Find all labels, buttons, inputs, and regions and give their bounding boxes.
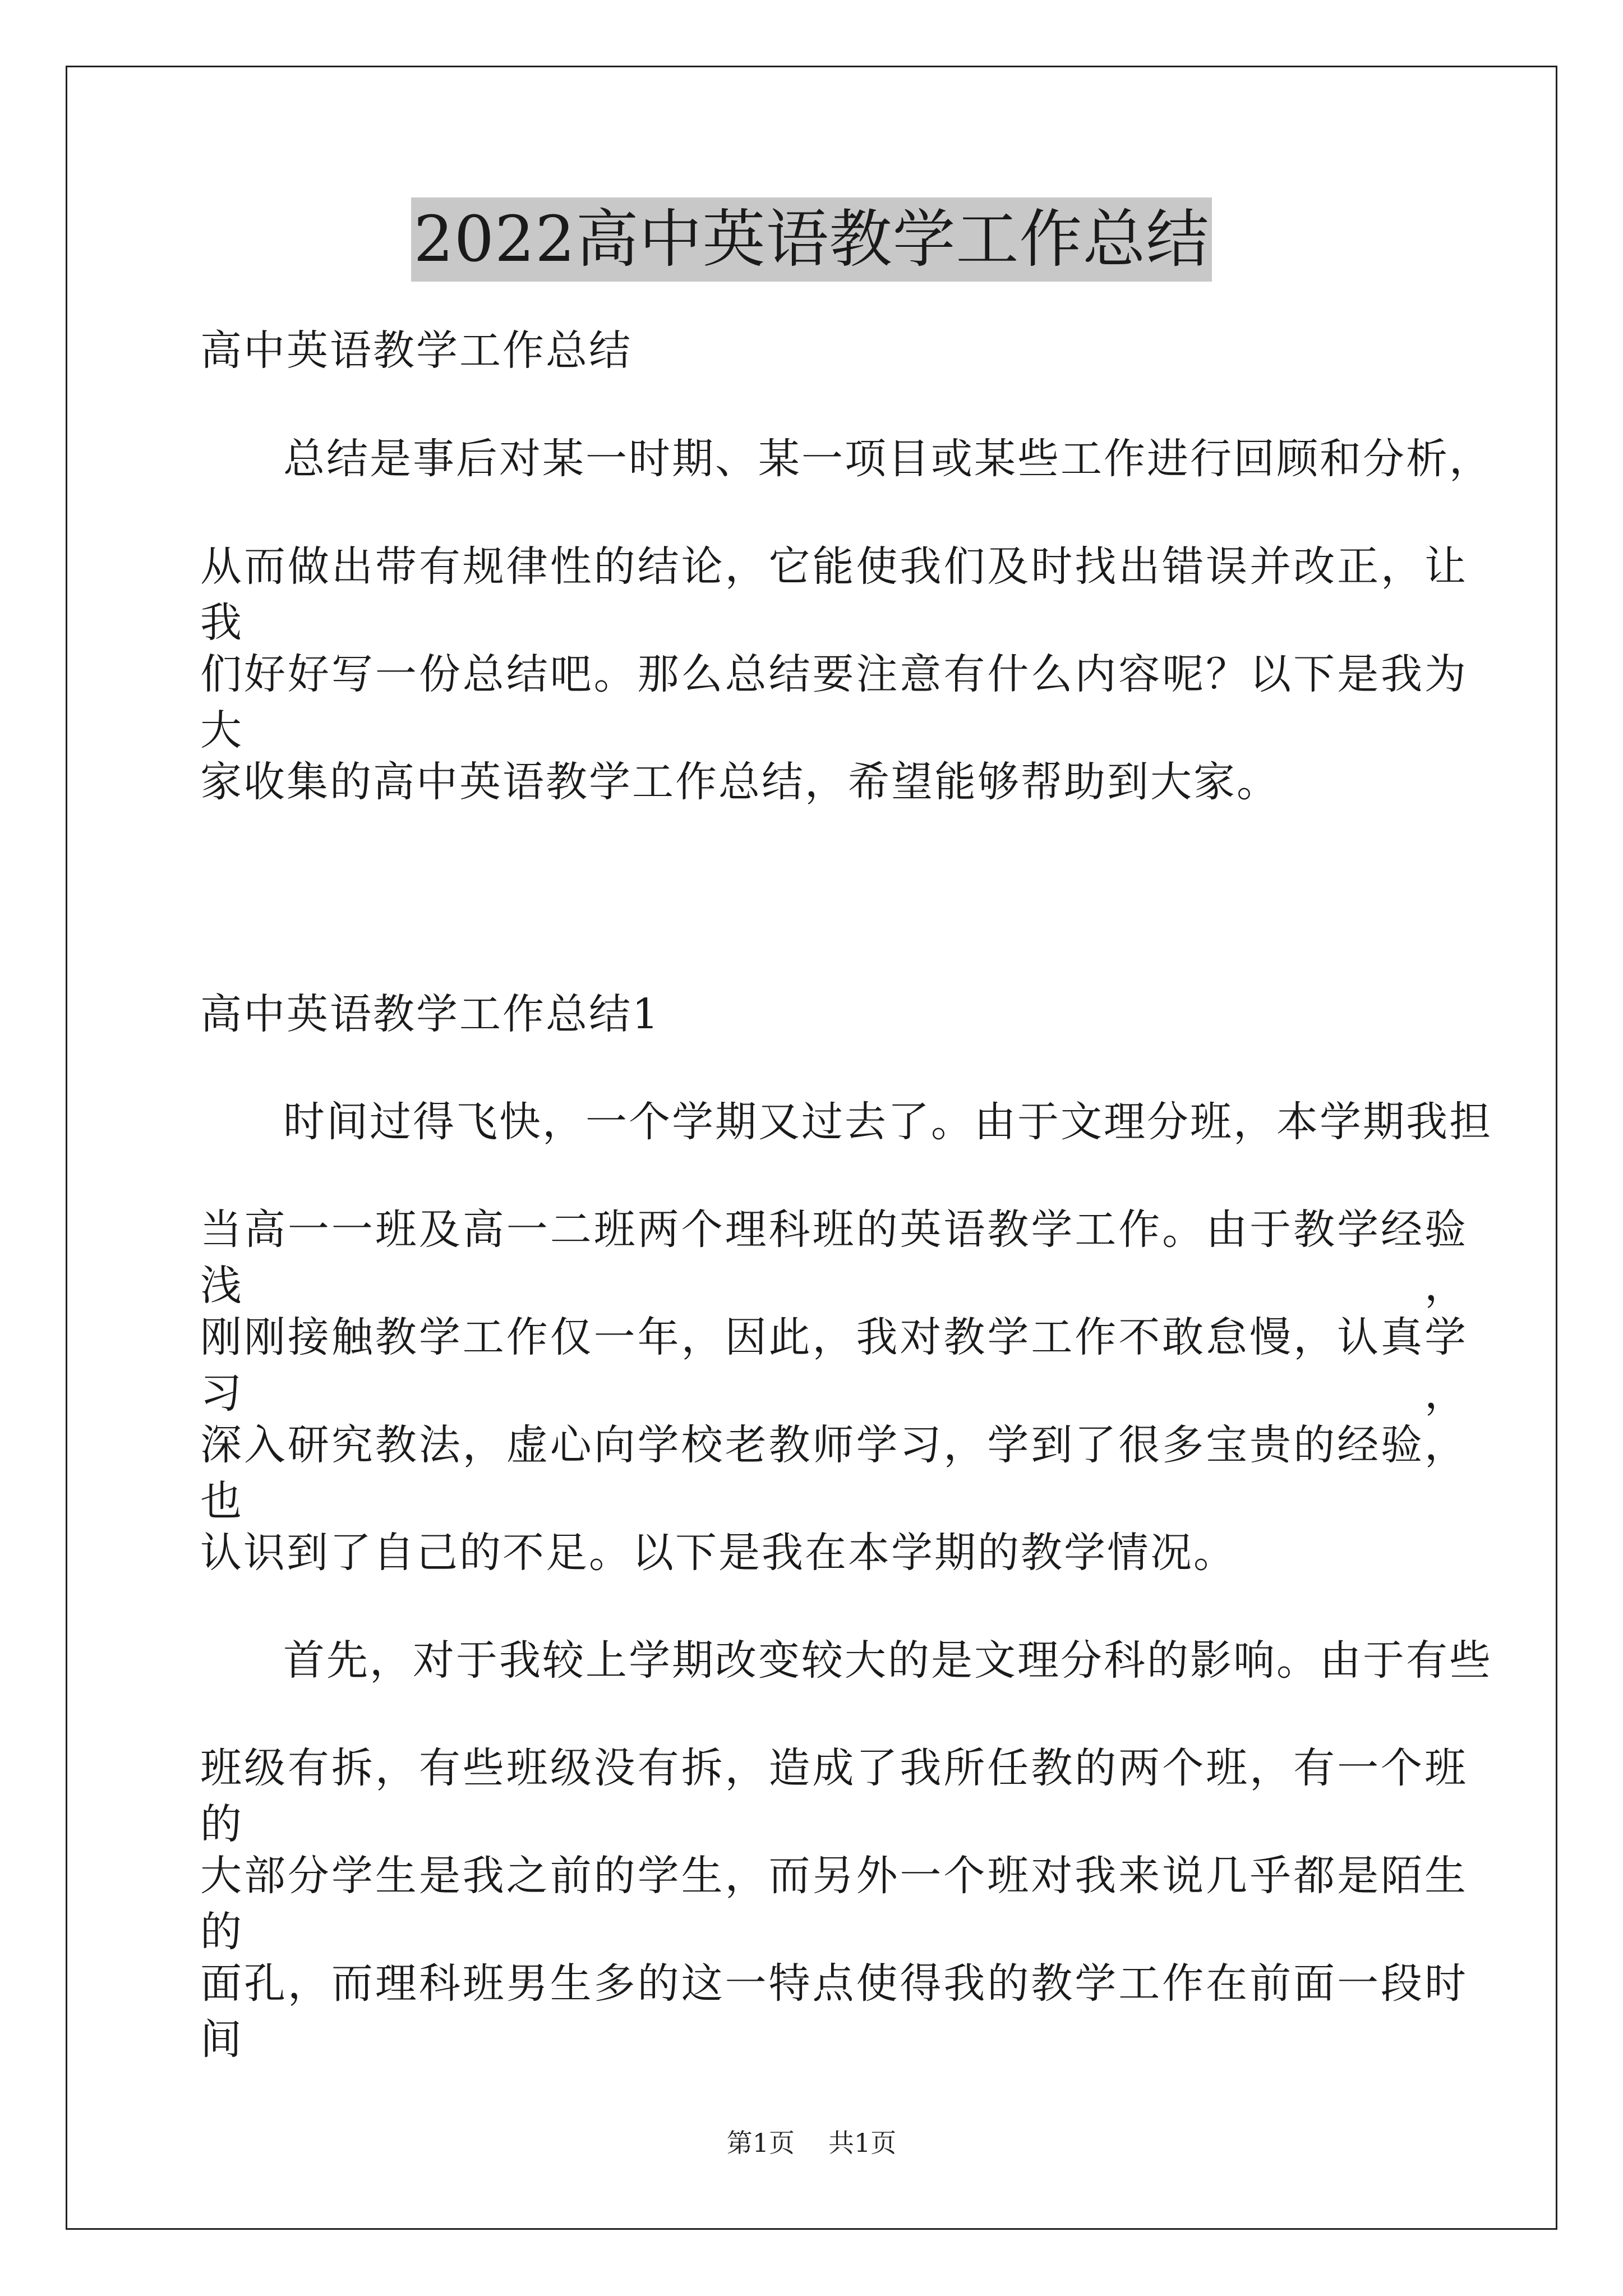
paragraph-line: 班级有拆，有些班级没有拆，造成了我所任教的两个班，有一个班的	[200, 1744, 1468, 1848]
paragraph-line: 深入研究教法，虚心向学校老教师学习，学到了很多宝贵的经验，也	[200, 1421, 1468, 1525]
paragraph-line: 大部分学生是我之前的学生，而另外一个班对我来说几乎都是陌生的	[200, 1852, 1468, 1956]
paragraph-line: 刚刚接触教学工作仅一年，因此，我对教学工作不敢怠慢，认真学习，	[200, 1313, 1468, 1418]
title-wrap	[0, 197, 1623, 282]
paragraph-line: 总结是事后对某一时期、某一项目或某些工作进行回顾和分析，	[283, 435, 1492, 483]
page-total: 共1页	[828, 2128, 897, 2158]
page-footer	[0, 2126, 1623, 2160]
document-title: 2022高中英语教学工作总结	[411, 197, 1211, 282]
paragraph-line: 时间过得飞快，一个学期又过去了。由于文理分班，本学期我担	[283, 1098, 1492, 1146]
subtitle: 高中英语教学工作总结	[200, 326, 632, 375]
paragraph-line: 首先，对于我较上学期改变较大的是文理分科的影响。由于有些	[283, 1636, 1492, 1685]
paragraph-line: 当高一一班及高一二班两个理科班的英语教学工作。由于教学经验浅，	[200, 1205, 1468, 1310]
section-heading: 高中英语教学工作总结1	[200, 990, 661, 1038]
paragraph-line: 家收集的高中英语教学工作总结，希望能够帮助到大家。	[200, 758, 1280, 806]
paragraph-line: 面孔，而理科班男生多的这一特点使得我的教学工作在前面一段时间	[200, 1959, 1468, 2064]
paragraph-line: 从而做出带有规律性的结论，它能使我们及时找出错误并改正，让我	[200, 542, 1468, 647]
paragraph-line: 们好好写一份总结吧。那么总结要注意有什么内容呢？以下是我为大	[200, 650, 1468, 754]
page-number: 第1页	[726, 2128, 795, 2158]
paragraph-line: 认识到了自己的不足。以下是我在本学期的教学情况。	[200, 1529, 1237, 1577]
